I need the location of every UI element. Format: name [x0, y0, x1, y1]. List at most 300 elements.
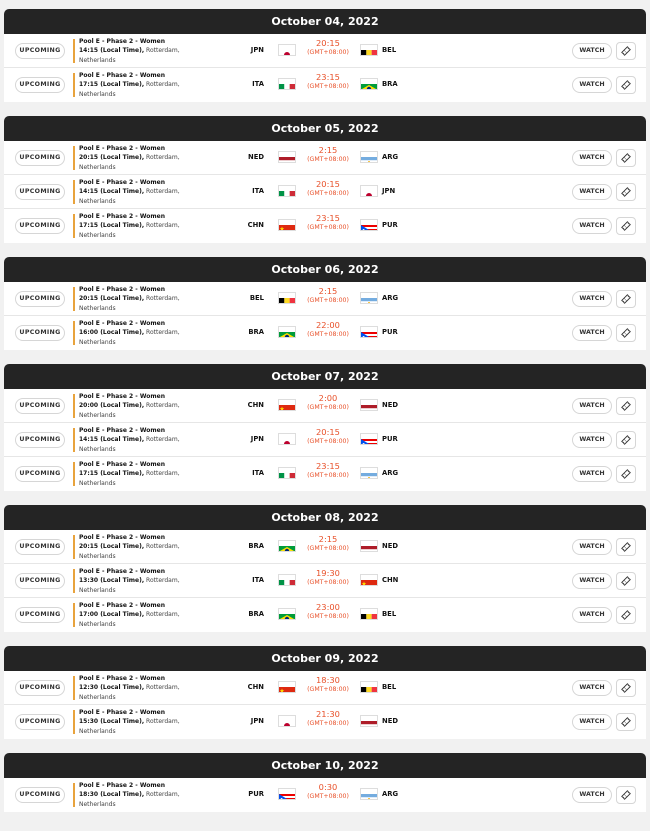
watch-button[interactable]: WATCH — [572, 398, 612, 414]
gmt-time: 18:30 — [316, 675, 340, 685]
info-divider — [73, 783, 75, 807]
home-team-code: BRA — [248, 542, 264, 550]
away-flag-icon — [360, 433, 378, 445]
country: Netherlands — [79, 197, 116, 205]
match-info — [79, 460, 180, 488]
away-flag-icon — [360, 540, 378, 552]
match-time — [296, 461, 360, 480]
away-flag-icon — [360, 574, 378, 586]
gmt-time: 2:15 — [318, 286, 338, 296]
ticket-button[interactable] — [616, 324, 636, 342]
match-time — [296, 179, 360, 198]
home-team-code: JPN — [250, 717, 264, 725]
gmt-time: 20:15 — [316, 427, 340, 437]
match-list — [4, 141, 646, 243]
timezone: (GMT+08:00) — [307, 545, 349, 552]
timezone: (GMT+08:00) — [307, 49, 349, 56]
info-divider — [73, 394, 75, 418]
ticket-icon — [620, 716, 632, 728]
match-row — [4, 530, 646, 564]
pool-label: Pool E - Phase 2 - Women — [79, 38, 165, 45]
match-time — [296, 568, 360, 587]
home-team-code: NED — [248, 153, 264, 161]
match-time — [296, 534, 360, 553]
gmt-time: 0:30 — [318, 782, 338, 792]
local-time: 17:15 (Local Time), — [79, 81, 145, 89]
country: Netherlands — [79, 620, 116, 628]
timezone: (GMT+08:00) — [307, 190, 349, 197]
city: Rotterdam, — [146, 470, 180, 478]
match-info — [79, 708, 180, 736]
away-flag-icon — [360, 185, 378, 197]
country: Netherlands — [79, 304, 116, 312]
timezone: (GMT+08:00) — [307, 472, 349, 479]
ticket-icon — [620, 327, 632, 339]
city: Rotterdam, — [146, 577, 180, 585]
country: Netherlands — [79, 56, 116, 64]
away-flag-icon — [360, 219, 378, 231]
home-flag-icon — [278, 399, 296, 411]
day-header: October 07, 2022 — [4, 364, 646, 389]
day-section — [4, 116, 646, 243]
ticket-icon — [620, 186, 632, 198]
timezone: (GMT+08:00) — [307, 224, 349, 231]
away-team-code: BRA — [382, 80, 398, 88]
match-info — [79, 144, 180, 172]
watch-button[interactable]: WATCH — [572, 150, 612, 166]
away-team-code: BEL — [382, 683, 397, 691]
match-info — [79, 178, 180, 206]
match-time — [296, 72, 360, 91]
match-info — [79, 285, 180, 313]
gmt-time: 2:15 — [318, 534, 338, 544]
status-badge: UPCOMING — [15, 714, 65, 730]
local-time: 14:15 (Local Time), — [79, 436, 145, 444]
pool-label: Pool E - Phase 2 - Women — [79, 709, 165, 716]
match-row — [4, 175, 646, 209]
day-header: October 09, 2022 — [4, 646, 646, 671]
info-divider — [73, 462, 75, 486]
match-info — [79, 533, 180, 561]
ticket-button[interactable] — [616, 679, 636, 697]
ticket-button[interactable] — [616, 606, 636, 624]
match-row — [4, 68, 646, 102]
local-time: 17:15 (Local Time), — [79, 222, 145, 230]
watch-button[interactable]: WATCH — [572, 291, 612, 307]
match-list — [4, 34, 646, 102]
away-team-code: ARG — [382, 469, 399, 477]
day-gap — [0, 632, 650, 646]
info-divider — [73, 146, 75, 170]
match-list — [4, 282, 646, 350]
day-gap — [0, 350, 650, 364]
country: Netherlands — [79, 552, 116, 560]
status-badge: UPCOMING — [15, 291, 65, 307]
city: Rotterdam, — [146, 436, 180, 444]
match-list — [4, 389, 646, 491]
country: Netherlands — [79, 231, 116, 239]
home-flag-icon — [278, 185, 296, 197]
local-time: 20:15 (Local Time), — [79, 543, 145, 551]
match-row — [4, 209, 646, 243]
local-time: 14:15 (Local Time), — [79, 188, 145, 196]
city: Rotterdam, — [146, 402, 180, 410]
home-team-code: JPN — [250, 46, 264, 54]
pool-label: Pool E - Phase 2 - Women — [79, 213, 165, 220]
match-info — [79, 212, 180, 240]
ticket-button[interactable] — [616, 183, 636, 201]
gmt-time: 20:15 — [316, 179, 340, 189]
home-team-code: CHN — [247, 401, 264, 409]
ticket-icon — [620, 293, 632, 305]
match-time — [296, 675, 360, 694]
local-time: 20:15 (Local Time), — [79, 295, 145, 303]
timezone: (GMT+08:00) — [307, 438, 349, 445]
city: Rotterdam, — [146, 718, 180, 726]
match-list — [4, 530, 646, 632]
home-team-code: PUR — [248, 790, 264, 798]
away-team-code: ARG — [382, 153, 399, 161]
local-time: 17:00 (Local Time), — [79, 611, 145, 619]
ticket-icon — [620, 575, 632, 587]
match-time — [296, 213, 360, 232]
pool-label: Pool E - Phase 2 - Women — [79, 461, 165, 468]
home-team-code: CHN — [247, 683, 264, 691]
day-section — [4, 9, 646, 102]
status-badge: UPCOMING — [15, 77, 65, 93]
away-flag-icon — [360, 608, 378, 620]
away-team-code: PUR — [382, 328, 398, 336]
home-team-code: ITA — [252, 469, 264, 477]
pool-label: Pool E - Phase 2 - Women — [79, 179, 165, 186]
ticket-button[interactable] — [616, 397, 636, 415]
day-section — [4, 257, 646, 350]
match-time — [296, 145, 360, 164]
match-time — [296, 286, 360, 305]
away-flag-icon — [360, 44, 378, 56]
local-time: 14:15 (Local Time), — [79, 47, 145, 55]
away-team-code: PUR — [382, 221, 398, 229]
country: Netherlands — [79, 586, 116, 594]
match-info — [79, 71, 180, 99]
info-divider — [73, 710, 75, 734]
pool-label: Pool E - Phase 2 - Women — [79, 145, 165, 152]
status-badge: UPCOMING — [15, 43, 65, 59]
info-divider — [73, 287, 75, 311]
away-team-code: NED — [382, 542, 398, 550]
day-header: October 05, 2022 — [4, 116, 646, 141]
day-header: October 04, 2022 — [4, 9, 646, 34]
match-info — [79, 601, 180, 629]
local-time: 20:00 (Local Time), — [79, 402, 145, 410]
status-badge: UPCOMING — [15, 787, 65, 803]
watch-button[interactable]: WATCH — [572, 539, 612, 555]
status-badge: UPCOMING — [15, 680, 65, 696]
day-gap — [0, 739, 650, 753]
ticket-icon — [620, 79, 632, 91]
home-team-code: ITA — [252, 576, 264, 584]
city: Rotterdam, — [146, 329, 180, 337]
local-time: 12:30 (Local Time), — [79, 684, 145, 692]
city: Rotterdam, — [146, 611, 180, 619]
gmt-time: 2:15 — [318, 145, 338, 155]
day-gap — [0, 102, 650, 116]
pool-label: Pool E - Phase 2 - Women — [79, 72, 165, 79]
info-divider — [73, 39, 75, 63]
info-divider — [73, 535, 75, 559]
home-flag-icon — [278, 574, 296, 586]
away-flag-icon — [360, 399, 378, 411]
match-time — [296, 782, 360, 801]
watch-button[interactable]: WATCH — [572, 714, 612, 730]
pool-label: Pool E - Phase 2 - Women — [79, 534, 165, 541]
pool-label: Pool E - Phase 2 - Women — [79, 427, 165, 434]
pool-label: Pool E - Phase 2 - Women — [79, 286, 165, 293]
away-flag-icon — [360, 78, 378, 90]
match-time — [296, 709, 360, 728]
status-badge: UPCOMING — [15, 466, 65, 482]
match-info — [79, 781, 180, 809]
local-time: 18:30 (Local Time), — [79, 791, 145, 799]
home-team-code: BRA — [248, 328, 264, 336]
ticket-button[interactable] — [616, 786, 636, 804]
ticket-button[interactable] — [616, 76, 636, 94]
match-info — [79, 392, 180, 420]
home-team-code: BEL — [249, 294, 264, 302]
home-flag-icon — [278, 326, 296, 338]
timezone: (GMT+08:00) — [307, 83, 349, 90]
match-row — [4, 778, 646, 812]
local-time: 17:15 (Local Time), — [79, 470, 145, 478]
match-info — [79, 674, 180, 702]
ticket-icon — [620, 152, 632, 164]
watch-button[interactable]: WATCH — [572, 466, 612, 482]
ticket-icon — [620, 434, 632, 446]
info-divider — [73, 73, 75, 97]
day-section — [4, 753, 646, 812]
pool-label: Pool E - Phase 2 - Women — [79, 393, 165, 400]
info-divider — [73, 321, 75, 345]
match-time — [296, 38, 360, 57]
home-flag-icon — [278, 715, 296, 727]
country: Netherlands — [79, 727, 116, 735]
match-list — [4, 671, 646, 739]
city: Rotterdam, — [146, 154, 180, 162]
away-team-code: JPN — [382, 187, 396, 195]
ticket-icon — [620, 789, 632, 801]
away-team-code: ARG — [382, 790, 399, 798]
info-divider — [73, 603, 75, 627]
gmt-time: 19:30 — [316, 568, 340, 578]
status-badge: UPCOMING — [15, 150, 65, 166]
gmt-time: 21:30 — [316, 709, 340, 719]
status-badge: UPCOMING — [15, 184, 65, 200]
home-flag-icon — [278, 681, 296, 693]
home-flag-icon — [278, 78, 296, 90]
city: Rotterdam, — [146, 81, 180, 89]
home-flag-icon — [278, 467, 296, 479]
gmt-time: 20:15 — [316, 38, 340, 48]
ticket-icon — [620, 45, 632, 57]
pool-label: Pool E - Phase 2 - Women — [79, 602, 165, 609]
match-time — [296, 427, 360, 446]
home-team-code: JPN — [250, 435, 264, 443]
timezone: (GMT+08:00) — [307, 156, 349, 163]
watch-button[interactable]: WATCH — [572, 43, 612, 59]
city: Rotterdam, — [146, 543, 180, 551]
ticket-button[interactable] — [616, 538, 636, 556]
match-info — [79, 37, 180, 65]
day-header: October 08, 2022 — [4, 505, 646, 530]
away-team-code: NED — [382, 717, 398, 725]
away-team-code: ARG — [382, 294, 399, 302]
home-flag-icon — [278, 433, 296, 445]
info-divider — [73, 180, 75, 204]
local-time: 16:00 (Local Time), — [79, 329, 145, 337]
away-flag-icon — [360, 681, 378, 693]
watch-button[interactable]: WATCH — [572, 787, 612, 803]
away-flag-icon — [360, 326, 378, 338]
timezone: (GMT+08:00) — [307, 720, 349, 727]
city: Rotterdam, — [146, 791, 180, 799]
ticket-icon — [620, 220, 632, 232]
status-badge: UPCOMING — [15, 398, 65, 414]
away-flag-icon — [360, 788, 378, 800]
country: Netherlands — [79, 411, 116, 419]
home-team-code: ITA — [252, 80, 264, 88]
away-team-code: BEL — [382, 46, 397, 54]
ticket-button[interactable] — [616, 217, 636, 235]
gmt-time: 23:00 — [316, 602, 340, 612]
away-team-code: BEL — [382, 610, 397, 618]
ticket-button[interactable] — [616, 42, 636, 60]
country: Netherlands — [79, 338, 116, 346]
watch-button[interactable]: WATCH — [572, 325, 612, 341]
city: Rotterdam, — [146, 222, 180, 230]
away-flag-icon — [360, 151, 378, 163]
match-row — [4, 564, 646, 598]
city: Rotterdam, — [146, 295, 180, 303]
status-badge: UPCOMING — [15, 573, 65, 589]
watch-button[interactable]: WATCH — [572, 218, 612, 234]
country: Netherlands — [79, 800, 116, 808]
match-row — [4, 423, 646, 457]
local-time: 15:30 (Local Time), — [79, 718, 145, 726]
pool-label: Pool E - Phase 2 - Women — [79, 675, 165, 682]
match-row — [4, 598, 646, 632]
match-row — [4, 457, 646, 491]
pool-label: Pool E - Phase 2 - Women — [79, 320, 165, 327]
country: Netherlands — [79, 445, 116, 453]
gmt-time: 23:15 — [316, 72, 340, 82]
ticket-button[interactable] — [616, 149, 636, 167]
away-team-code: NED — [382, 401, 398, 409]
gmt-time: 22:00 — [316, 320, 340, 330]
country: Netherlands — [79, 163, 116, 171]
match-row — [4, 705, 646, 739]
ticket-button[interactable] — [616, 572, 636, 590]
watch-button[interactable]: WATCH — [572, 607, 612, 623]
pool-label: Pool E - Phase 2 - Women — [79, 782, 165, 789]
away-flag-icon — [360, 715, 378, 727]
away-team-code: PUR — [382, 435, 398, 443]
status-badge: UPCOMING — [15, 607, 65, 623]
info-divider — [73, 214, 75, 238]
match-list — [4, 778, 646, 812]
home-team-code: CHN — [247, 221, 264, 229]
home-flag-icon — [278, 151, 296, 163]
day-section — [4, 646, 646, 739]
match-row — [4, 316, 646, 350]
watch-button[interactable]: WATCH — [572, 432, 612, 448]
ticket-icon — [620, 609, 632, 621]
day-gap — [0, 243, 650, 257]
day-section — [4, 505, 646, 632]
match-time — [296, 320, 360, 339]
home-flag-icon — [278, 540, 296, 552]
home-team-code: BRA — [248, 610, 264, 618]
pool-label: Pool E - Phase 2 - Women — [79, 568, 165, 575]
match-row — [4, 141, 646, 175]
match-info — [79, 426, 180, 454]
city: Rotterdam, — [146, 684, 180, 692]
day-header: October 10, 2022 — [4, 753, 646, 778]
ticket-icon — [620, 400, 632, 412]
timezone: (GMT+08:00) — [307, 297, 349, 304]
top-spacer — [0, 0, 650, 9]
ticket-icon — [620, 541, 632, 553]
ticket-button[interactable] — [616, 713, 636, 731]
country: Netherlands — [79, 693, 116, 701]
home-flag-icon — [278, 44, 296, 56]
gmt-time: 2:00 — [318, 393, 338, 403]
ticket-button[interactable] — [616, 290, 636, 308]
ticket-icon — [620, 682, 632, 694]
country: Netherlands — [79, 90, 116, 98]
watch-button[interactable]: WATCH — [572, 184, 612, 200]
match-time — [296, 393, 360, 412]
status-badge: UPCOMING — [15, 218, 65, 234]
day-gap — [0, 491, 650, 505]
watch-button[interactable]: WATCH — [572, 77, 612, 93]
home-flag-icon — [278, 788, 296, 800]
match-row — [4, 282, 646, 316]
match-time — [296, 602, 360, 621]
city: Rotterdam, — [146, 188, 180, 196]
day-header: October 06, 2022 — [4, 257, 646, 282]
timezone: (GMT+08:00) — [307, 404, 349, 411]
match-row — [4, 34, 646, 68]
ticket-button[interactable] — [616, 431, 636, 449]
gmt-time: 23:15 — [316, 213, 340, 223]
away-flag-icon — [360, 467, 378, 479]
timezone: (GMT+08:00) — [307, 686, 349, 693]
home-team-code: ITA — [252, 187, 264, 195]
status-badge: UPCOMING — [15, 432, 65, 448]
away-flag-icon — [360, 292, 378, 304]
match-row — [4, 389, 646, 423]
home-flag-icon — [278, 219, 296, 231]
day-section — [4, 364, 646, 491]
ticket-button[interactable] — [616, 465, 636, 483]
local-time: 20:15 (Local Time), — [79, 154, 145, 162]
timezone: (GMT+08:00) — [307, 331, 349, 338]
watch-button[interactable]: WATCH — [572, 573, 612, 589]
home-flag-icon — [278, 608, 296, 620]
local-time: 13:30 (Local Time), — [79, 577, 145, 585]
watch-button[interactable]: WATCH — [572, 680, 612, 696]
timezone: (GMT+08:00) — [307, 579, 349, 586]
